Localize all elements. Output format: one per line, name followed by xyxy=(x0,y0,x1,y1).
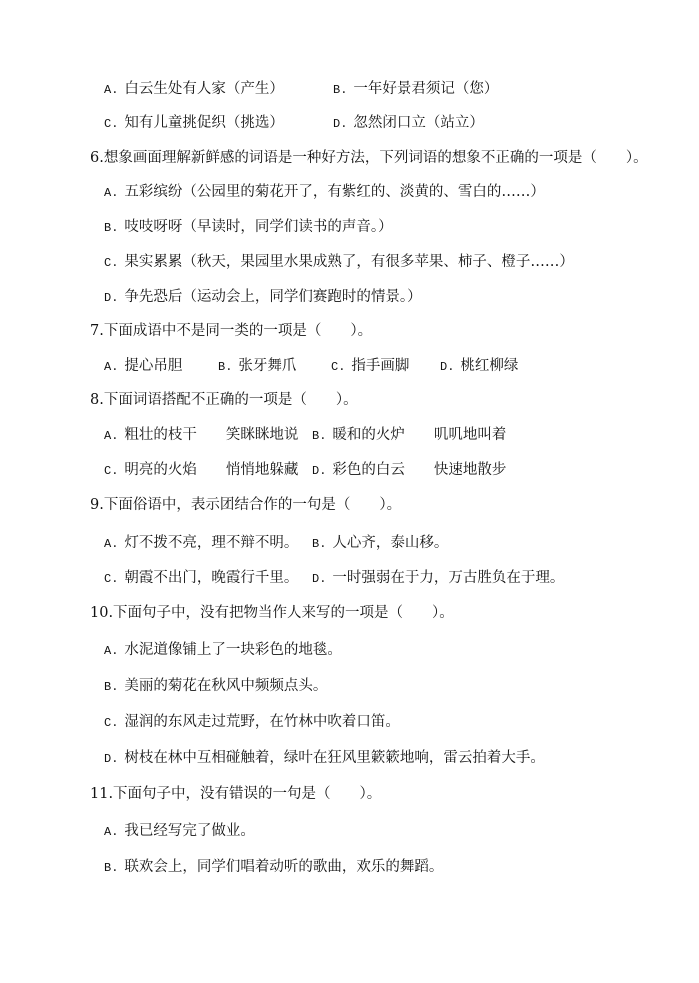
option-letter: D. xyxy=(104,752,119,766)
option-text: 我已经写完了做业。 xyxy=(124,823,255,839)
question-10-stem: 10.下面句子中，没有把物当作人来写的一项是（ ）。 xyxy=(90,605,454,621)
question-7-stem: 7.下面成语中不是同一类的一项是（ ）。 xyxy=(90,323,373,339)
q10-option-d xyxy=(104,748,545,769)
q5-option-c xyxy=(104,113,284,134)
option-text: 联欢会上，同学们唱着动听的歌曲，欢乐的舞蹈。 xyxy=(124,859,444,875)
q7-option-b xyxy=(218,356,331,377)
option-text: 忽然闭口立（站立） xyxy=(353,115,484,131)
option-text: 吱吱呀呀（早读时，同学们读书的声音。） xyxy=(124,219,393,235)
q8-option-d xyxy=(312,460,506,481)
option-letter: B. xyxy=(104,680,119,694)
option-letter: A. xyxy=(104,186,119,200)
q6-option-c xyxy=(104,252,574,273)
option-text: 指手画脚 xyxy=(351,358,410,374)
option-text: 人心齐，泰山移。 xyxy=(332,535,449,551)
option-letter: A. xyxy=(104,83,119,97)
q9-option-c xyxy=(104,568,312,589)
q10-option-c xyxy=(104,712,400,733)
q8-row-2 xyxy=(104,460,506,481)
option-text: 暖和的火炉 叽叽地叫着 xyxy=(332,427,507,443)
option-letter: C. xyxy=(104,117,119,131)
option-text: 五彩缤纷（公园里的菊花开了，有紫红的、淡黄的、雪白的……） xyxy=(124,184,545,200)
q8-option-a xyxy=(104,425,312,446)
q8-row-1 xyxy=(104,425,506,446)
q11-option-a xyxy=(104,821,255,842)
option-text: 张牙舞爪 xyxy=(238,358,297,374)
option-text: 灯不拨不亮，理不辩不明。 xyxy=(124,535,299,551)
option-text: 水泥道像铺上了一块彩色的地毯。 xyxy=(124,642,342,658)
q5-option-a xyxy=(104,79,284,100)
option-letter: B. xyxy=(312,429,327,443)
option-text: 一年好景君须记（您） xyxy=(353,81,499,97)
option-text: 果实累累（秋天，果园里水果成熟了，有很多苹果、柿子、橙子……） xyxy=(124,254,574,270)
option-text: 树枝在林中互相碰触着，绿叶在狂风里簌簌地响，雷云拍着大手。 xyxy=(124,750,545,766)
option-letter: A. xyxy=(104,429,119,443)
option-text: 朝霞不出门，晚霞行千里。 xyxy=(124,570,299,586)
q6-option-b xyxy=(104,217,393,238)
option-letter: D. xyxy=(312,572,327,586)
q7-options xyxy=(104,356,518,377)
q9-option-d xyxy=(312,568,564,589)
question-9-stem: 9.下面俗语中，表示团结合作的一句是（ ）。 xyxy=(90,497,402,513)
option-letter: C. xyxy=(104,716,119,730)
q5-option-d xyxy=(333,113,484,134)
q10-option-a xyxy=(104,640,342,661)
q11-option-b xyxy=(104,857,443,878)
q5-option-b xyxy=(333,79,498,100)
q9-option-a xyxy=(104,533,312,554)
option-text: 知有儿童挑促织（挑选） xyxy=(124,115,284,131)
q9-option-b xyxy=(312,533,448,554)
option-text: 白云生处有人家（产生） xyxy=(124,81,284,97)
option-letter: D. xyxy=(312,464,327,478)
q9-row-2 xyxy=(104,568,564,589)
option-letter: D. xyxy=(104,291,119,305)
option-letter: A. xyxy=(104,360,119,374)
option-letter: B. xyxy=(333,83,348,97)
option-text: 美丽的菊花在秋风中频频点头。 xyxy=(124,678,328,694)
option-letter: B. xyxy=(104,221,119,235)
q6-option-d xyxy=(104,287,422,308)
option-letter: C. xyxy=(331,360,346,374)
option-letter: B. xyxy=(218,360,233,374)
option-letter: A. xyxy=(104,537,119,551)
q7-option-d xyxy=(440,356,518,377)
q9-row-1 xyxy=(104,533,448,554)
q6-option-a xyxy=(104,182,545,203)
option-text: 粗壮的枝干 笑眯眯地说 xyxy=(124,427,299,443)
option-text: 提心吊胆 xyxy=(124,358,183,374)
option-text: 湿润的东风走过荒野，在竹林中吹着口笛。 xyxy=(124,714,400,730)
option-letter: C. xyxy=(104,464,119,478)
question-6-stem: 6.想象画面理解新鲜感的词语是一种好方法，下列词语的想象不正确的一项是（ ）。 xyxy=(90,150,648,166)
question-11-stem: 11.下面句子中，没有错误的一句是（ ）。 xyxy=(90,786,382,802)
q7-option-c xyxy=(331,356,440,377)
option-letter: B. xyxy=(104,861,119,875)
q10-option-b xyxy=(104,676,327,697)
option-letter: D. xyxy=(333,117,348,131)
option-letter: A. xyxy=(104,644,119,658)
option-text: 明亮的火焰 悄悄地躲藏 xyxy=(124,462,299,478)
option-letter: C. xyxy=(104,256,119,270)
q8-option-c xyxy=(104,460,312,481)
q7-option-a xyxy=(104,356,218,377)
question-8-stem: 8.下面词语搭配不正确的一项是（ ）。 xyxy=(90,392,358,408)
q8-option-b xyxy=(312,425,506,446)
option-letter: B. xyxy=(312,537,327,551)
option-letter: D. xyxy=(440,360,455,374)
option-letter: A. xyxy=(104,825,119,839)
option-text: 一时强弱在于力，万古胜负在于理。 xyxy=(332,570,565,586)
option-text: 争先恐后（运动会上，同学们赛跑时的情景。） xyxy=(124,289,422,305)
option-text: 彩色的白云 快速地散步 xyxy=(332,462,507,478)
option-letter: C. xyxy=(104,572,119,586)
option-text: 桃红柳绿 xyxy=(460,358,519,374)
